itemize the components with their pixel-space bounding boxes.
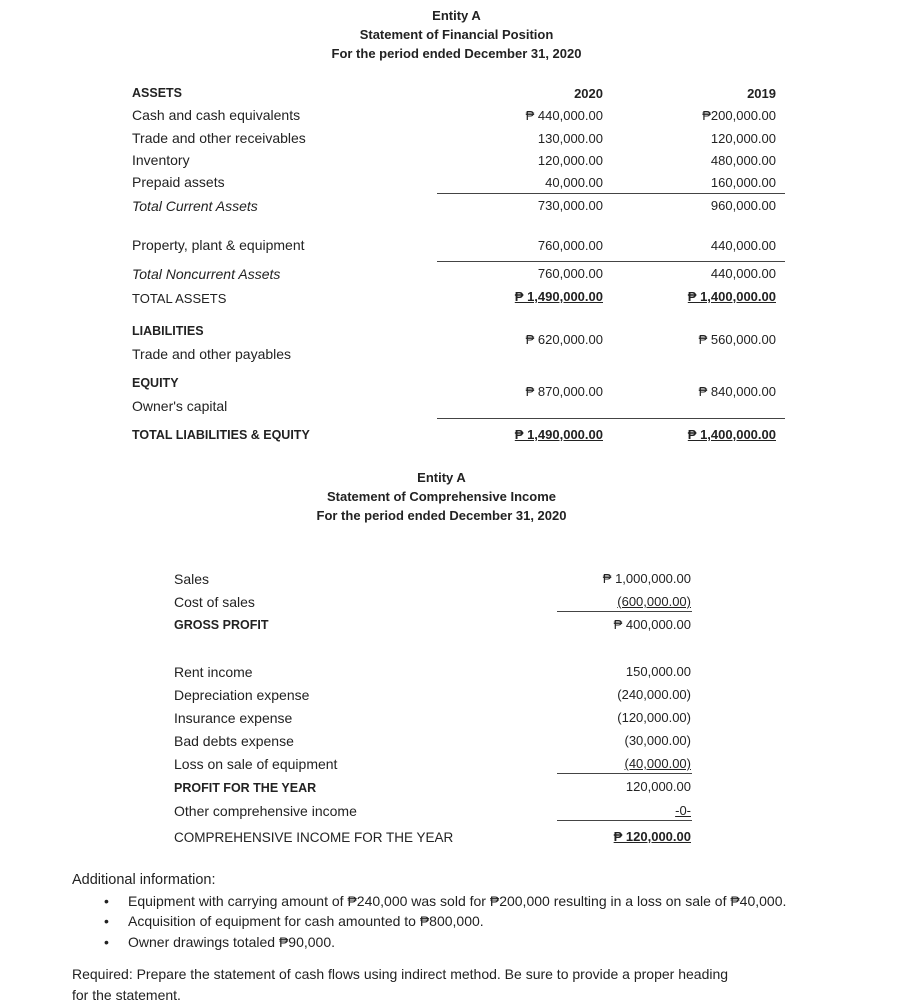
cash-label: Cash and cash equivalents — [132, 107, 301, 123]
sci-period: For the period ended December 31, 2020 — [316, 508, 567, 523]
rent-value: 150,000.00 — [625, 664, 691, 679]
tnca-label: Total Noncurrent Assets — [132, 266, 281, 282]
payables-2019: ₱ 560,000.00 — [698, 332, 776, 347]
pfy-label: PROFIT FOR THE YEAR — [174, 781, 317, 795]
ins-label: Insurance expense — [174, 710, 293, 726]
cash-2019: ₱200,000.00 — [702, 108, 776, 123]
receivables-2020: 130,000.00 — [537, 131, 603, 146]
prepaid-2020: 40,000.00 — [545, 175, 603, 190]
capital-2019: ₱ 840,000.00 — [698, 384, 776, 399]
inventory-label: Inventory — [132, 152, 190, 168]
tca-2019: 960,000.00 — [710, 198, 776, 213]
bullet-icon: • — [104, 913, 109, 929]
gp-label: GROSS PROFIT — [174, 618, 269, 632]
divider — [437, 261, 785, 262]
divider — [557, 820, 692, 821]
ci-value: ₱ 120,000.00 — [613, 829, 691, 844]
bullet-icon: • — [104, 934, 109, 950]
bullet-icon: • — [104, 893, 109, 909]
year-2020-header: 2020 — [574, 86, 603, 101]
tle-2019: ₱ 1,400,000.00 — [687, 427, 776, 442]
tca-2020: 730,000.00 — [537, 198, 603, 213]
tca-label: Total Current Assets — [132, 198, 258, 214]
tnca-2019: 440,000.00 — [710, 266, 776, 281]
oci-label: Other comprehensive income — [174, 803, 357, 819]
divider — [437, 418, 785, 419]
tle-label: TOTAL LIABILITIES & EQUITY — [132, 428, 310, 442]
additional-heading: Additional information: — [72, 872, 216, 888]
ppe-2019: 440,000.00 — [710, 238, 776, 253]
sfp-period: For the period ended December 31, 2020 — [331, 46, 582, 61]
cos-value: (600,000.00) — [617, 594, 691, 609]
cos-label: Cost of sales — [174, 594, 255, 610]
prepaid-label: Prepaid assets — [132, 174, 225, 190]
bad-label: Bad debts expense — [174, 733, 294, 749]
bad-value: (30,000.00) — [624, 733, 691, 748]
tle-2020: ₱ 1,490,000.00 — [514, 427, 603, 442]
loss-label: Loss on sale of equipment — [174, 756, 338, 772]
divider — [557, 773, 692, 774]
sfp-title: Statement of Financial Position — [359, 27, 554, 42]
capital-2020: ₱ 870,000.00 — [525, 384, 603, 399]
prepaid-2019: 160,000.00 — [710, 175, 776, 190]
ppe-label: Property, plant & equipment — [132, 237, 305, 253]
ta-2019: ₱ 1,400,000.00 — [687, 289, 776, 304]
receivables-2019: 120,000.00 — [710, 131, 776, 146]
ta-2020: ₱ 1,490,000.00 — [514, 289, 603, 304]
cash-2020: ₱ 440,000.00 — [525, 108, 603, 123]
sales-label: Sales — [174, 571, 210, 587]
ci-label: COMPREHENSIVE INCOME FOR THE YEAR — [174, 830, 454, 845]
divider — [557, 611, 692, 612]
sfp-entity: Entity A — [432, 8, 481, 23]
rent-label: Rent income — [174, 664, 253, 680]
sales-value: ₱ 1,000,000.00 — [602, 571, 691, 586]
ta-label: TOTAL ASSETS — [132, 291, 227, 306]
payables-2020: ₱ 620,000.00 — [525, 332, 603, 347]
oci-value: -0- — [675, 803, 691, 818]
dep-label: Depreciation expense — [174, 687, 310, 703]
inventory-2019: 480,000.00 — [710, 153, 776, 168]
payables-label: Trade and other payables — [132, 346, 292, 362]
year-2019-header: 2019 — [747, 86, 776, 101]
ppe-2020: 760,000.00 — [537, 238, 603, 253]
required-line-2: for the statement. — [72, 987, 181, 1003]
additional-bullet-2: Acquisition of equipment for cash amounted to ₱800,000. — [128, 913, 484, 929]
additional-bullet-1: Equipment with carrying amount of ₱240,000 was sold for ₱200,000 resulting in a loss on sale of ₱40,000. — [128, 893, 787, 909]
receivables-label: Trade and other receivables — [132, 130, 306, 146]
gp-value: ₱ 400,000.00 — [613, 617, 691, 632]
inventory-2020: 120,000.00 — [537, 153, 603, 168]
ins-value: (120,000.00) — [617, 710, 691, 725]
divider — [437, 193, 785, 194]
pfy-value: 120,000.00 — [625, 779, 691, 794]
equity-heading: EQUITY — [132, 376, 179, 390]
liabilities-heading: LIABILITIES — [132, 324, 204, 338]
sci-title: Statement of Comprehensive Income — [327, 489, 556, 504]
assets-heading: ASSETS — [132, 86, 183, 100]
dep-value: (240,000.00) — [617, 687, 691, 702]
capital-label: Owner's capital — [132, 398, 228, 414]
required-line-1: Required: Prepare the statement of cash flows using indirect method. Be sure to provide a proper heading — [72, 966, 729, 982]
sci-entity: Entity A — [417, 470, 466, 485]
loss-value: (40,000.00) — [624, 756, 691, 771]
additional-bullet-3: Owner drawings totaled ₱90,000. — [128, 934, 336, 950]
tnca-2020: 760,000.00 — [537, 266, 603, 281]
